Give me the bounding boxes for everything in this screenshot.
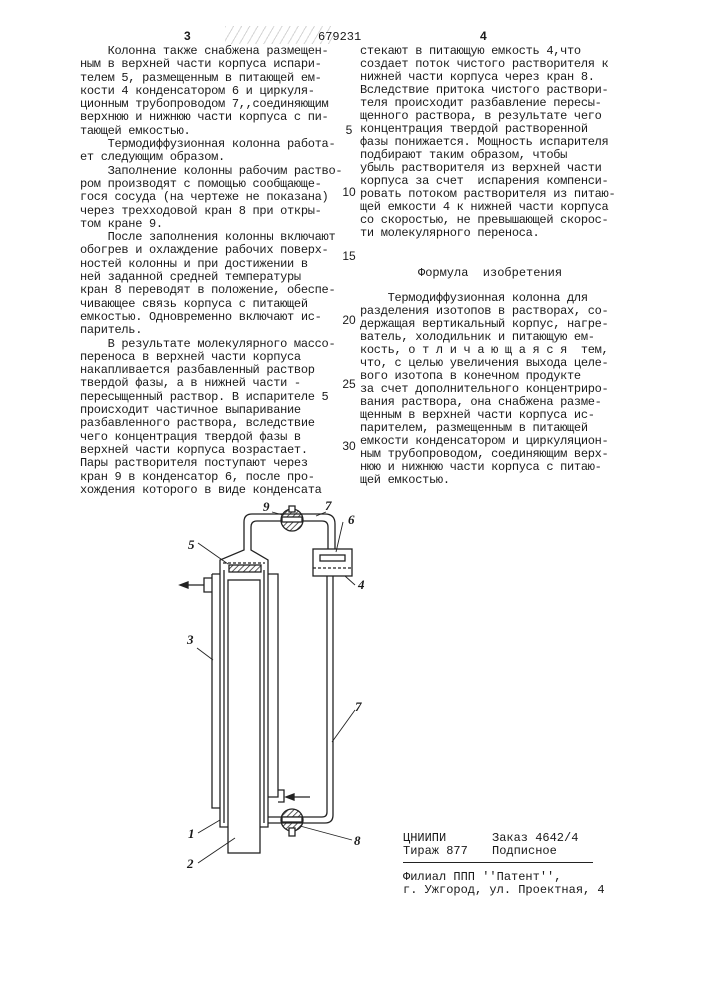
inlet-arrowhead (286, 794, 294, 800)
text-line: ным в верхней части корпуса испари- (80, 58, 342, 71)
line-number: 15 (339, 250, 359, 263)
text-line: ровать потоком растворителя из питаю- (360, 188, 615, 201)
text-line: кран 9 в конденсатор 6, после про- (80, 471, 342, 484)
text-line: ней заданной средней температуры (80, 271, 342, 284)
text-line: держащая вертикальный корпус, нагре- (360, 318, 608, 331)
text-line: ным трубопроводом, соединяющим верх- (360, 448, 608, 461)
text-line: за счет дополнительного концентриро- (360, 383, 608, 396)
imprint-org: ЦНИИПИ (403, 832, 446, 845)
text-line: кран 8 переводят в положение, обеспе- (80, 284, 342, 297)
text-line: хождения которого в виде конденсата (80, 484, 342, 497)
text-line: В результате молекулярного массо- (80, 338, 342, 351)
text-line: пересыщенный раствор. В испарителе 5 (80, 391, 342, 404)
patent-number: 679231 (318, 31, 361, 44)
text-line: разбавленного раствора, вследствие (80, 417, 342, 430)
text-line: разделения изотопов в растворах, со- (360, 305, 608, 318)
figure-label-2: 2 (187, 857, 194, 871)
figure-label-7: 7 (325, 499, 332, 513)
claims-heading: Формула изобретения (418, 266, 562, 280)
text-line: ватель, холодильник и питающую ем- (360, 331, 608, 344)
text-line: со скоростью, не превышающей скорос- (360, 214, 615, 227)
line-number: 20 (339, 314, 359, 327)
text-line: Вследствие притока чистого раствори- (360, 84, 615, 97)
imprint-branch: Филиал ППП ''Патент'', (403, 871, 561, 884)
text-line: щенным в верхней части корпуса ис- (360, 409, 608, 422)
line-number: 30 (339, 440, 359, 453)
imprint-divider (403, 862, 593, 863)
text-line: Колонна также снабжена размещен- (80, 45, 342, 58)
text-line: паритель. (80, 324, 342, 337)
outlet-arrowhead (180, 582, 188, 588)
text-line: Пары растворителя поступают через (80, 457, 342, 470)
text-line: гося сосуда (на чертеже не показана) (80, 191, 342, 204)
text-line: ти молекулярного переноса. (360, 227, 615, 240)
figure-label-7b: 7 (355, 700, 362, 714)
imprint-subscription: Подписное (492, 845, 557, 858)
figure-label-1: 1 (188, 827, 195, 841)
text-line: обогрев и охлаждение рабочих поверх- (80, 244, 342, 257)
text-line: вания раствора, она снабжена разме- (360, 396, 608, 409)
text-line: кость, о т л и ч а ю щ а я с я тем, (360, 344, 608, 357)
text-line: чивающее связь корпуса с питающей (80, 298, 342, 311)
text-line: теля происходит разбавление пересы- (360, 97, 615, 110)
line-number: 25 (339, 378, 359, 391)
text-line: щей емкости 4 к нижней части корпуса (360, 201, 615, 214)
jacket-outlet-nozzle (204, 578, 212, 592)
text-line: щенного раствора, в результате чего (360, 110, 615, 123)
figure-label-9: 9 (263, 500, 270, 514)
text-line: ностей колонны и при достижении в (80, 258, 342, 271)
text-line: Термодиффузионная колонна работа- (80, 138, 342, 151)
text-line: После заполнения колонны включают (80, 231, 342, 244)
text-line: ционным трубопроводом 7,,соединяющим (80, 98, 342, 111)
thermodiffusion-column-diagram (0, 0, 707, 1000)
page-number-left: 3 (184, 29, 191, 43)
evaporator (229, 565, 261, 572)
text-line: накапливается разбавленный раствор (80, 364, 342, 377)
text-line: убыль растворителя из верхней части (360, 162, 615, 175)
text-line: тающей емкостью. (80, 125, 342, 138)
figure-label-4: 4 (358, 578, 365, 592)
text-line: нижней части корпуса через кран 8. (360, 71, 615, 84)
heater-rod (228, 580, 260, 853)
text-line: телем 5, размещенным в питающей ем- (80, 72, 342, 85)
text-line: происходит частичное выпаривание (80, 404, 342, 417)
text-line: кости 4 конденсатором 6 и циркуля- (80, 85, 342, 98)
text-line: ет следующим образом. (80, 151, 342, 164)
text-line: стекают в питающую емкость 4,что (360, 45, 615, 58)
line-number: 10 (339, 186, 359, 199)
text-line: что, с целью увеличения выхода целе- (360, 357, 608, 370)
figure-label-6: 6 (348, 513, 355, 527)
text-line: переноса в верхней части корпуса (80, 351, 342, 364)
feed-tank (313, 549, 352, 576)
text-line: твердой фазы, а в нижней части - (80, 377, 342, 390)
imprint-circulation: Тираж 877 (403, 845, 468, 858)
text-line: корпуса за счет испарения компенси- (360, 175, 615, 188)
jacket-inlet-nozzle (278, 790, 284, 802)
imprint-address: г. Ужгород, ул. Проектная, 4 (403, 884, 605, 897)
text-line: чего концентрация твердой фазы в (80, 431, 342, 444)
text-line: создает поток чистого растворителя к (360, 58, 615, 71)
text-line: фазы понижается. Мощность испарителя (360, 136, 615, 149)
text-line: Заполнение колонны рабочим раство- (80, 165, 342, 178)
figure-label-8: 8 (354, 834, 361, 848)
text-line: том кране 9. (80, 218, 342, 231)
text-line: верхней части корпуса возрастает. (80, 444, 342, 457)
figure-label-5: 5 (188, 538, 195, 552)
text-line: верхнюю и нижнюю части корпуса с пи- (80, 111, 342, 124)
text-line: емкости конденсатором и циркуляцион- (360, 435, 608, 448)
text-line: парителем, размещенным в питающей (360, 422, 608, 435)
text-line: нюю и нижнюю части корпуса с питаю- (360, 461, 608, 474)
text-line: ром производят с помощью сообщающе- (80, 178, 342, 191)
line-number: 5 (339, 124, 359, 137)
text-line: подбирают таким образом, чтобы (360, 149, 615, 162)
figure-label-3: 3 (187, 633, 194, 647)
text-line: емкостью. Одновременно включают ис- (80, 311, 342, 324)
text-line: Термодиффузионная колонна для (360, 292, 608, 305)
page-number-right: 4 (480, 29, 487, 43)
text-line: щей емкостью. (360, 474, 608, 487)
text-line: вого изотопа в конечном продукте (360, 370, 608, 383)
imprint-order: Заказ 4642/4 (492, 832, 578, 845)
text-line: концентрация твердой растворенной (360, 123, 615, 136)
text-line: через трехходовой кран 8 при откры- (80, 205, 342, 218)
